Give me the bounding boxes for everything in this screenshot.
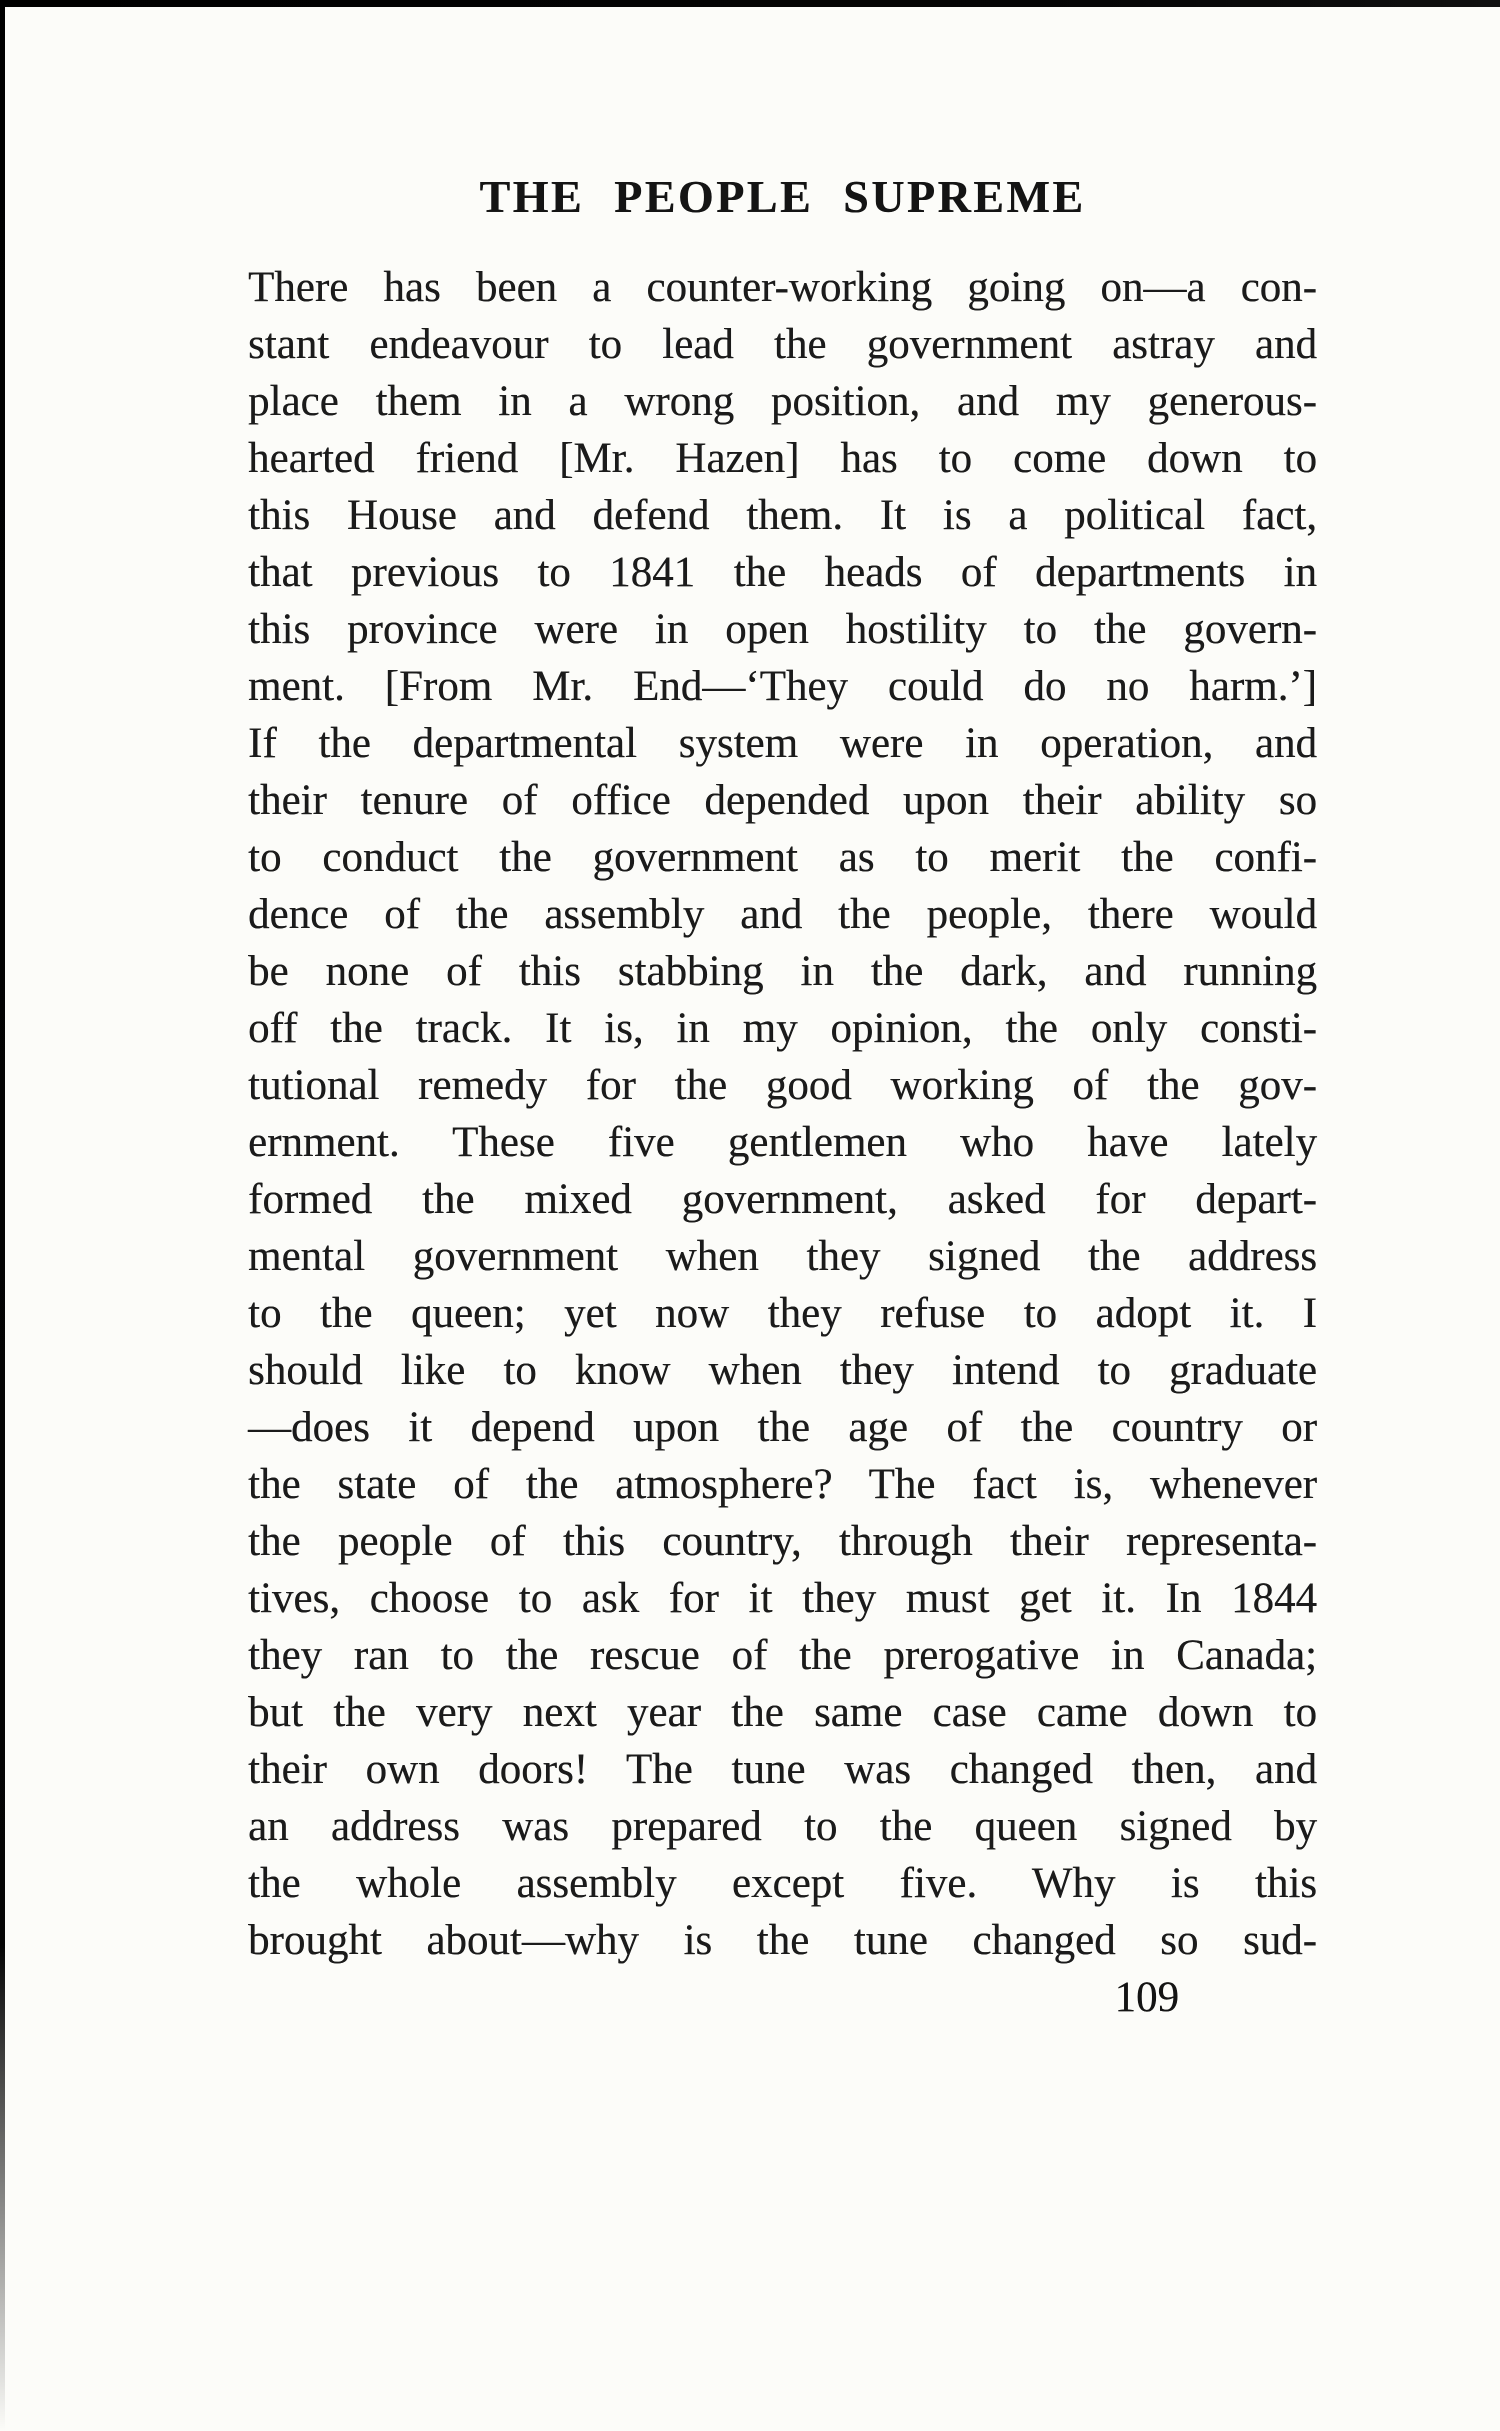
text-line: an address was prepared to the queen signed by <box>248 1803 1317 1850</box>
scan-artifact-top-edge <box>0 0 1500 7</box>
scan-artifact-left-edge <box>0 0 5 2431</box>
page-number: 109 <box>1114 1974 1179 2021</box>
text-line: If the departmental system were in operation, and <box>248 720 1317 767</box>
text-line: formed the mixed government, asked for depart- <box>248 1176 1317 1223</box>
text-line: their tenure of office depended upon their ability so <box>248 777 1317 824</box>
text-line: tutional remedy for the good working of the gov- <box>248 1062 1317 1109</box>
text-line: place them in a wrong position, and my generous- <box>248 378 1317 425</box>
text-line: There has been a counter-working going on—a con- <box>248 264 1317 311</box>
page-title: THE PEOPLE SUPREME <box>479 171 1086 222</box>
text-line: to the queen; yet now they refuse to adopt it. I <box>248 1290 1317 1337</box>
text-line: the whole assembly except five. Why is this <box>248 1860 1317 1907</box>
text-line: dence of the assembly and the people, there would <box>248 891 1317 938</box>
text-line: should like to know when they intend to graduate <box>248 1347 1317 1394</box>
text-line: ment. [From Mr. End—‘They could do no harm.’] <box>248 663 1317 710</box>
text-line: but the very next year the same case came down to <box>248 1689 1317 1736</box>
text-line: ernment. These five gentlemen who have lately <box>248 1119 1317 1166</box>
text-line: the state of the atmosphere? The fact is, whenever <box>248 1461 1317 1508</box>
text-line: the people of this country, through their representa- <box>248 1518 1317 1565</box>
text-line: this province were in open hostility to the govern- <box>248 606 1317 653</box>
text-line: brought about—why is the tune changed so sud- <box>248 1917 1317 1964</box>
text-line: stant endeavour to lead the government astray and <box>248 321 1317 368</box>
text-line: off the track. It is, in my opinion, the only consti- <box>248 1005 1317 1052</box>
text-line: tives, choose to ask for it they must get it. In 1844 <box>248 1575 1317 1622</box>
page-content <box>248 170 1317 2026</box>
text-line: that previous to 1841 the heads of departments in <box>248 549 1317 596</box>
text-line: mental government when they signed the address <box>248 1233 1317 1280</box>
text-line: this House and defend them. It is a political fact, <box>248 492 1317 539</box>
text-line: hearted friend [Mr. Hazen] has to come down to <box>248 435 1317 482</box>
text-line: —does it depend upon the age of the country or <box>248 1404 1317 1451</box>
text-line: they ran to the rescue of the prerogative in Canada; <box>248 1632 1317 1679</box>
body-text <box>248 259 1317 1969</box>
text-line: be none of this stabbing in the dark, and running <box>248 948 1317 995</box>
text-line: their own doors! The tune was changed then, and <box>248 1746 1317 1793</box>
text-line: to conduct the government as to merit the confi- <box>248 834 1317 881</box>
